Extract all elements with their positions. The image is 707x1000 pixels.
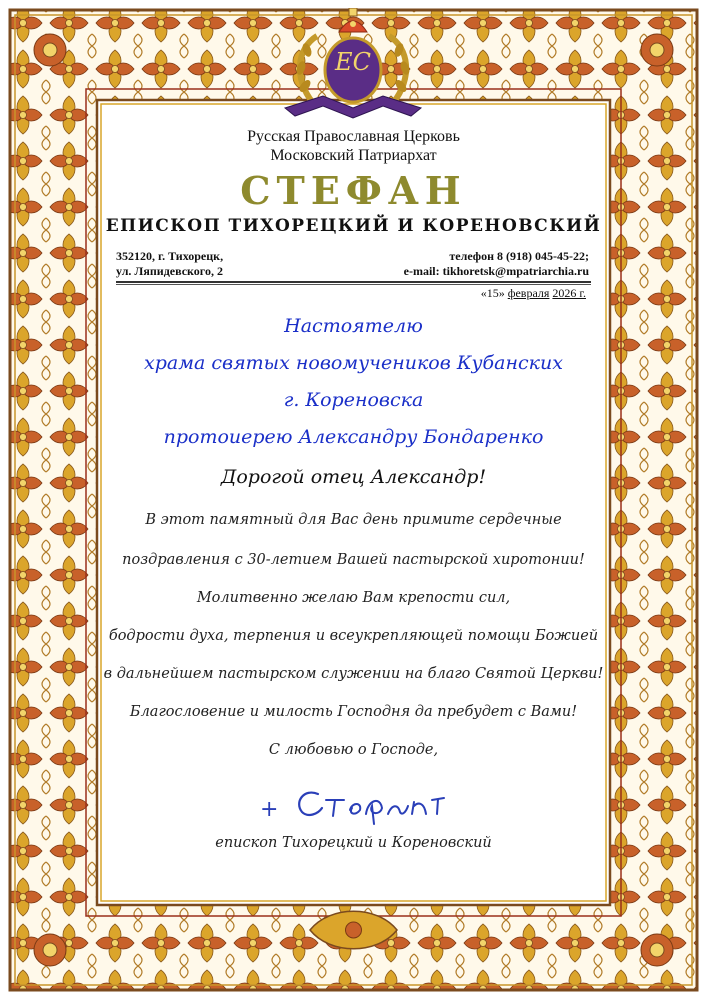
body-line: бодрости духа, терпения и всеукрепляющей помощи Божией [108,628,599,644]
patriarchate-name: Московский Патриархат [270,147,437,164]
addressee-line: г. Кореновска [283,389,424,411]
greeting: Дорогой отец Александр! [220,466,487,488]
closing-title: епископ Тихорецкий и Кореновский [215,835,492,851]
addressee-line: храма святых новомучеников Кубанских [144,352,563,374]
divider-line-thin [116,284,591,285]
addressee-line: протоиерею Александру Бондаренко [163,426,544,448]
letter-date [481,286,586,301]
bishop-name: СТЕФАН [240,168,467,213]
svg-text:+: + [260,797,279,822]
monogram: ЕС [335,48,371,76]
body-line: С любовью о Господе, [268,742,439,758]
body-line: Благословение и милость Господня да пребудет с Вами! [129,704,578,720]
date-month: февраля [507,286,550,300]
phone: телефон 8 (918) 045-45-22; [449,249,589,263]
date-year: 2026 г. [552,286,586,300]
date-day: «15» [480,286,505,300]
body-line: поздравления с 30-летием Вашей пастырской хиротонии! [122,552,585,568]
divider-line [116,281,591,283]
email-link[interactable]: e-mail: tikhoretsk@mpatriarchia.ru [403,264,589,278]
handwritten-signature [256,780,456,830]
bishop-title: ЕПИСКОП ТИХОРЕЦКИЙ И КОРЕНОВСКИЙ [105,216,602,236]
address-line-1: 352120, г. Тихорецк, [116,249,224,263]
body-line: в дальнейшем пастырском служении на благо Святой Церкви! [103,666,604,682]
addressee-line: Настоятелю [284,315,423,337]
body-line: Молитвенно желаю Вам крепости сил, [196,590,511,606]
body-line: В этот памятный для Вас день примите сердечные [145,512,562,528]
church-name: Русская Православная Церковь [247,128,460,145]
address-line-2: ул. Ляпидевского, 2 [116,264,223,278]
